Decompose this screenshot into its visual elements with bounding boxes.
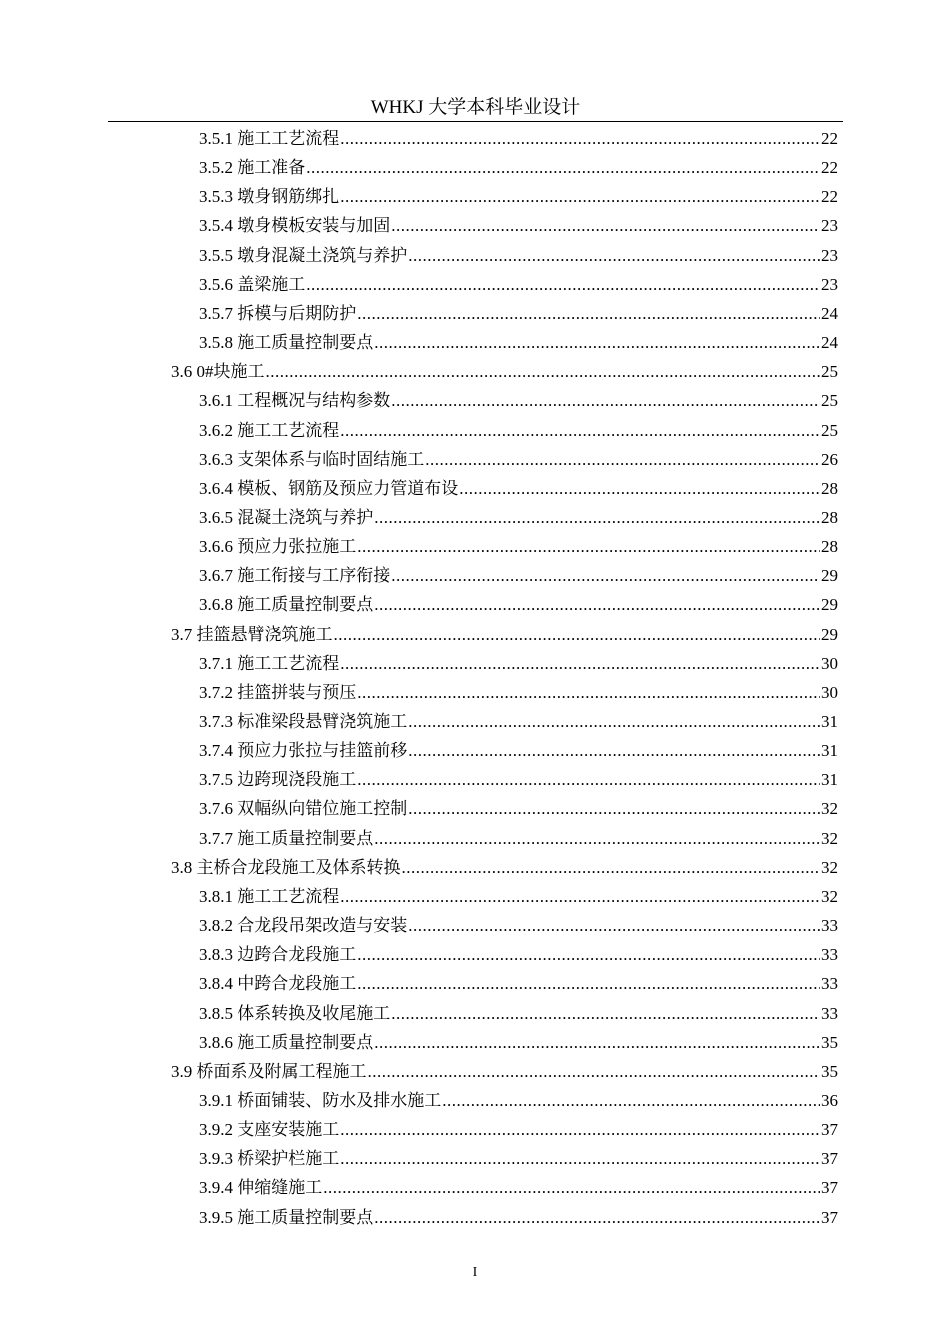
toc-dot-leader <box>391 1004 820 1024</box>
toc-entry[interactable] <box>199 499 838 528</box>
toc-entry[interactable] <box>199 645 838 674</box>
toc-entry[interactable] <box>199 207 838 236</box>
toc-entry-page: 32 <box>821 886 838 906</box>
toc-dot-leader <box>340 654 820 674</box>
toc-entry-title: 3.6.1 工程概况与结构参数 <box>199 391 391 411</box>
toc-entry-title: 3.5.7 拆模与后期防护 <box>199 303 357 323</box>
toc-entry-page: 28 <box>821 478 838 498</box>
toc-entry[interactable] <box>199 995 838 1024</box>
toc-entry[interactable] <box>171 616 838 645</box>
toc-entry[interactable] <box>199 1169 838 1198</box>
toc-entry[interactable] <box>199 1024 838 1053</box>
toc-entry-title: 3.7.4 预应力张拉与挂篮前移 <box>199 741 408 761</box>
toc-entry-title: 3.5.3 墩身钢筋绑扎 <box>199 187 340 207</box>
toc-entry-title: 3.6.6 预应力张拉施工 <box>199 537 357 557</box>
toc-dot-leader <box>368 1062 821 1082</box>
toc-entry[interactable] <box>199 528 838 557</box>
toc-entry-page: 22 <box>821 129 838 148</box>
toc-entry-page: 23 <box>821 274 838 294</box>
toc-dot-leader <box>340 1120 820 1140</box>
toc-entry[interactable] <box>199 936 838 965</box>
toc-dot-leader <box>374 1033 820 1053</box>
toc-entry-title: 3.7.1 施工工艺流程 <box>199 653 340 673</box>
toc-dot-leader <box>340 187 820 207</box>
toc-entry-page: 37 <box>821 1120 838 1140</box>
toc-entry-page: 22 <box>821 187 838 207</box>
toc-dot-leader <box>323 1178 820 1198</box>
toc-entry-page: 24 <box>821 303 838 323</box>
toc-entry[interactable] <box>199 149 838 178</box>
toc-dot-leader <box>340 1149 820 1169</box>
toc-entry-page: 31 <box>821 741 838 761</box>
toc-dot-leader <box>340 129 820 149</box>
toc-entry-title: 3.8.5 体系转换及收尾施工 <box>199 1003 391 1023</box>
toc-entry-title: 3.6.8 施工质量控制要点 <box>199 595 374 615</box>
toc-entry[interactable] <box>171 353 838 382</box>
toc-entry-page: 37 <box>821 1149 838 1169</box>
toc-entry[interactable] <box>199 703 838 732</box>
toc-entry-page: 25 <box>821 391 838 411</box>
toc-entry-page: 30 <box>821 653 838 673</box>
toc-entry-title: 3.6.3 支架体系与临时固结施工 <box>199 449 425 469</box>
toc-entry[interactable] <box>199 266 838 295</box>
toc-entry[interactable] <box>199 557 838 586</box>
toc-dot-leader <box>306 275 820 295</box>
toc-dot-leader <box>340 887 820 907</box>
toc-entry[interactable] <box>199 790 838 819</box>
toc-entry-page: 32 <box>821 799 838 819</box>
toc-dot-leader <box>374 333 820 353</box>
toc-dot-leader <box>408 799 820 819</box>
toc-entry-page: 37 <box>821 1178 838 1198</box>
toc-entry-page: 24 <box>821 333 838 353</box>
toc-entry[interactable] <box>199 1082 838 1111</box>
toc-entry-page: 37 <box>821 1207 838 1227</box>
toc-entry-title: 3.7.3 标准梁段悬臂浇筑施工 <box>199 712 408 731</box>
toc-entry[interactable] <box>199 1111 838 1140</box>
toc-entry[interactable] <box>199 732 838 761</box>
toc-dot-leader <box>408 741 820 761</box>
toc-entry-page: 33 <box>821 974 838 994</box>
toc-dot-leader <box>374 1208 820 1228</box>
toc-entry[interactable] <box>199 120 838 149</box>
toc-entry-title: 3.8.6 施工质量控制要点 <box>199 1032 374 1052</box>
toc-entry[interactable] <box>199 820 838 849</box>
toc-dot-leader <box>357 683 820 703</box>
toc-dot-leader <box>402 858 821 878</box>
toc-entry[interactable] <box>199 412 838 441</box>
toc-dot-leader <box>357 770 820 790</box>
toc-entry-title: 3.6.4 模板、钢筋及预应力管道布设 <box>199 478 459 498</box>
toc-entry-title: 3.6.7 施工衔接与工序衔接 <box>199 566 391 586</box>
toc-dot-leader <box>357 537 820 557</box>
toc-entry-page: 26 <box>821 449 838 469</box>
toc-dot-leader <box>374 595 820 615</box>
toc-entry-page: 32 <box>821 857 838 877</box>
toc-entry-title: 3.8.2 合龙段吊架改造与安装 <box>199 916 408 936</box>
toc-entry-title: 3.9.3 桥梁护栏施工 <box>199 1149 340 1169</box>
toc-entry-page: 23 <box>821 216 838 236</box>
toc-entry[interactable] <box>199 237 838 266</box>
toc-entry-title: 3.7 挂篮悬臂浇筑施工 <box>171 624 333 644</box>
toc-entry-title: 3.8.4 中跨合龙段施工 <box>199 974 357 994</box>
toc-entry-page: 25 <box>821 362 838 382</box>
toc-entry[interactable] <box>199 324 838 353</box>
toc-entry-page: 29 <box>821 624 838 644</box>
toc-dot-leader <box>357 945 820 965</box>
toc-entry-title: 3.6.5 混凝土浇筑与养护 <box>199 507 374 527</box>
toc-entry-title: 3.5.5 墩身混凝土浇筑与养护 <box>199 245 408 265</box>
toc-entry-title: 3.9.2 支座安装施工 <box>199 1120 340 1140</box>
toc-entry[interactable] <box>199 178 838 207</box>
toc-entry-page: 32 <box>821 828 838 848</box>
toc-entry[interactable] <box>199 586 838 615</box>
toc-entry-page: 22 <box>821 158 838 178</box>
toc-dot-leader <box>357 974 820 994</box>
toc-entry-title: 3.9 桥面系及附属工程施工 <box>171 1061 367 1081</box>
toc-entry-title: 3.9.5 施工质量控制要点 <box>199 1207 374 1227</box>
toc-entry[interactable] <box>199 907 838 936</box>
toc-entry-title: 3.5.6 盖梁施工 <box>199 274 306 294</box>
toc-entry-title: 3.7.2 挂篮拼装与预压 <box>199 682 357 702</box>
toc-dot-leader <box>374 508 820 528</box>
toc-entry-title: 3.5.4 墩身模板安装与加固 <box>199 216 391 236</box>
toc-entry[interactable] <box>199 1140 838 1169</box>
toc-entry-page: 29 <box>821 566 838 586</box>
toc-dot-leader <box>408 246 820 266</box>
toc-dot-leader <box>391 216 820 236</box>
toc-entry[interactable] <box>199 382 838 411</box>
toc-entry[interactable] <box>199 965 838 994</box>
toc-entry-title: 3.9.4 伸缩缝施工 <box>199 1178 323 1198</box>
toc-entry[interactable] <box>199 761 838 790</box>
toc-dot-leader <box>459 479 820 499</box>
toc-entry[interactable] <box>199 878 838 907</box>
toc-entry-page: 35 <box>821 1061 838 1081</box>
toc-entry[interactable] <box>171 849 838 878</box>
page-header-title: WHKJ 大学本科毕业设计 <box>370 97 581 118</box>
toc-entry[interactable] <box>199 295 838 324</box>
toc-entry-title: 3.5.2 施工准备 <box>199 158 306 178</box>
toc-dot-leader <box>357 304 820 324</box>
toc-entry-title: 3.8.1 施工工艺流程 <box>199 886 340 906</box>
toc-dot-leader <box>334 625 821 645</box>
toc-dot-leader <box>340 421 820 441</box>
toc-entry-title: 3.7.5 边跨现浇段施工 <box>199 770 357 790</box>
toc-dot-leader <box>306 158 820 178</box>
toc-entry[interactable] <box>171 1053 838 1082</box>
toc-dot-leader <box>391 566 820 586</box>
toc-entry-title: 3.7.7 施工质量控制要点 <box>199 828 374 848</box>
toc-dot-leader <box>266 362 821 382</box>
toc-dot-leader <box>391 391 820 411</box>
toc-entry-title: 3.5.8 施工质量控制要点 <box>199 333 374 353</box>
toc-entry-page: 33 <box>821 1003 838 1023</box>
toc-dot-leader <box>425 450 820 470</box>
toc-entry-title: 3.6.2 施工工艺流程 <box>199 420 340 440</box>
toc-entry-page: 29 <box>821 595 838 615</box>
toc-entry-page: 25 <box>821 420 838 440</box>
toc-entry-page: 31 <box>821 712 838 731</box>
page-number: I <box>472 1265 478 1280</box>
toc-entry-page: 33 <box>821 916 838 936</box>
toc-entry[interactable] <box>199 441 838 470</box>
toc-entry-title: 3.9.1 桥面铺装、防水及排水施工 <box>199 1090 442 1110</box>
toc-entry-page: 30 <box>821 682 838 702</box>
toc-entry-page: 36 <box>821 1090 838 1110</box>
toc-entry-page: 35 <box>821 1032 838 1052</box>
toc-entry-page: 31 <box>821 770 838 790</box>
toc-entry-page: 23 <box>821 245 838 265</box>
toc-entry[interactable] <box>199 470 838 499</box>
toc-dot-leader <box>442 1091 820 1111</box>
toc-dot-leader <box>408 712 820 732</box>
toc-entry-title: 3.7.6 双幅纵向错位施工控制 <box>199 799 408 819</box>
toc-dot-leader <box>374 829 820 849</box>
toc-entry-title: 3.6 0#块施工 <box>171 362 265 382</box>
toc-entry-page: 28 <box>821 537 838 557</box>
toc-entry-title: 3.5.1 施工工艺流程 <box>199 129 340 148</box>
toc-dot-leader <box>408 916 820 936</box>
toc-entry[interactable] <box>199 1199 838 1228</box>
toc-entry-title: 3.8 主桥合龙段施工及体系转换 <box>171 857 401 877</box>
toc-entry-page: 33 <box>821 945 838 965</box>
toc-entry[interactable] <box>199 674 838 703</box>
toc-entry-title: 3.8.3 边跨合龙段施工 <box>199 945 357 965</box>
toc-entry-page: 28 <box>821 507 838 527</box>
